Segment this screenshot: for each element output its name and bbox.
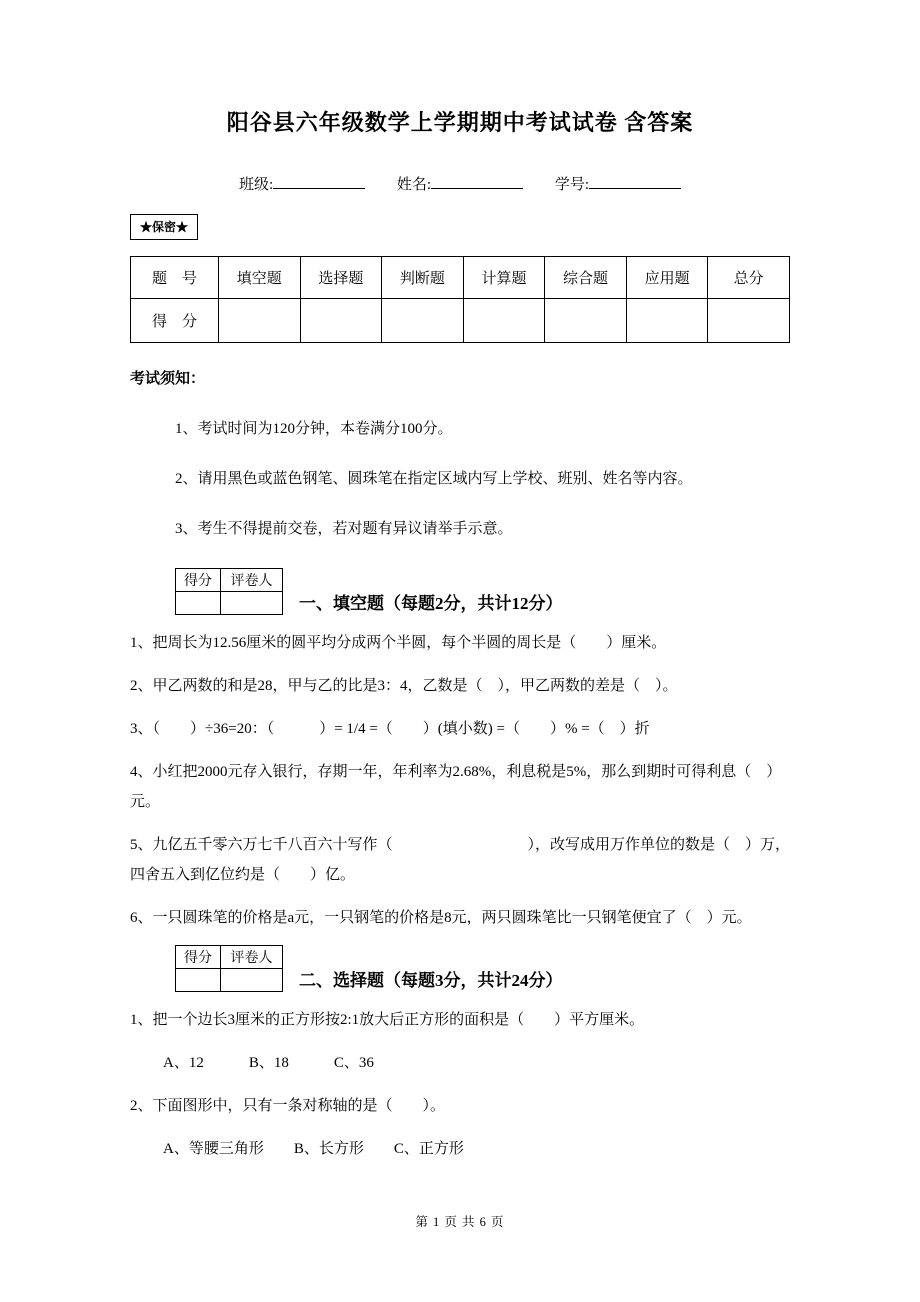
class-label: 班级:: [238, 177, 274, 193]
grader-header-row: [176, 946, 283, 969]
score-summary-table: [130, 256, 790, 343]
notice-title: 考试须知：: [130, 371, 206, 387]
section-2-heading: 二、选择题（每题3分，共计24分）: [299, 971, 563, 990]
column-header-total: 总分: [708, 257, 790, 299]
column-header-choice: 选择题: [300, 257, 382, 299]
grader-person-cell: [221, 969, 283, 992]
grader-person-header: 评卷人: [221, 946, 283, 969]
grader-table: [175, 568, 283, 615]
score-header-row: [131, 257, 790, 299]
notice-item-2: 2、请用黑色或蓝色钢笔、圆珠笔在指定区域内写上学校、班别、姓名等内容。: [175, 471, 693, 487]
notice-item-1: 1、考试时间为120分钟，本卷满分100分。: [175, 421, 453, 437]
notice-item-3: 3、考生不得提前交卷，若对题有异议请举手示意。: [175, 521, 513, 537]
grader-score-cell: [176, 969, 221, 992]
column-header-fill-in: 填空题: [219, 257, 301, 299]
score-cell-empty: [219, 299, 301, 343]
section-2-header-row: [175, 945, 790, 992]
score-cell-empty: [708, 299, 790, 343]
section-1-heading: 一、填空题（每题2分，共计12分）: [299, 594, 563, 613]
column-header-judge: 判断题: [382, 257, 464, 299]
column-header-applied: 应用题: [626, 257, 708, 299]
id-label: 学号:: [554, 177, 589, 193]
grader-person-header: 评卷人: [221, 569, 283, 592]
grader-table: [175, 945, 283, 992]
page-footer: 第 1 页 共 6 页: [415, 1215, 505, 1229]
section-2-questions: [130, 1005, 790, 1164]
grader-value-row: [176, 969, 283, 992]
page-title: 阳谷县六年级数学上学期期中考试试卷 含答案: [226, 110, 694, 135]
name-label: 姓名:: [396, 177, 432, 193]
column-header-comprehensive: 综合题: [545, 257, 627, 299]
column-header-calc: 计算题: [463, 257, 545, 299]
name-field: [397, 173, 523, 194]
score-cell-empty: [626, 299, 708, 343]
question-text: 2、甲乙两数的和是28，甲与乙的比是3：4，乙数是（ ），甲乙两数的差是（ ）。: [130, 678, 678, 694]
class-field: [239, 173, 365, 194]
student-info-line: [130, 173, 790, 194]
grader-score-header: 得分: [176, 569, 221, 592]
score-cell-empty: [545, 299, 627, 343]
question-text: 6、一只圆珠笔的价格是a元，一只钢笔的价格是8元，两只圆珠笔比一只钢笔便宜了（ ）元。: [130, 910, 752, 926]
question-text: 2、下面图形中，只有一条对称轴的是（ ）。: [130, 1098, 446, 1114]
question-text: 3、（ ）÷36=20：（ ）= 1/4 =（ ）(填小数) =（ ）% =（ ）折: [130, 721, 650, 737]
question-text: 4、小红把2000元存入银行，存期一年，年利率为2.68%，利息税是5%，那么到期时可得利息（ ）元。: [130, 764, 782, 810]
grader-value-row: [176, 592, 283, 615]
score-value-row: [131, 299, 790, 343]
id-field: [555, 173, 681, 194]
secrecy-badge: ★保密★: [130, 214, 198, 240]
section-1-questions: [130, 628, 790, 933]
id-blank-line: [589, 174, 681, 189]
question-text: 1、把一个边长3厘米的正方形按2:1放大后正方形的面积是（ ）平方厘米。: [130, 1012, 645, 1028]
question-number-header: 题 号: [131, 257, 219, 299]
question-options: A、等腰三角形 B、长方形 C、正方形: [163, 1141, 464, 1157]
question-options: A、12 B、18 C、36: [163, 1055, 374, 1071]
grader-score-header: 得分: [176, 946, 221, 969]
score-row-label: 得 分: [131, 299, 219, 343]
grader-header-row: [176, 569, 283, 592]
score-cell-empty: [382, 299, 464, 343]
score-cell-empty: [300, 299, 382, 343]
score-cell-empty: [463, 299, 545, 343]
grader-person-cell: [221, 592, 283, 615]
section-1-header-row: [175, 568, 790, 615]
grader-score-cell: [176, 592, 221, 615]
question-text: 5、九亿五千零六万七千八百六十写作（ ），改写成用万作单位的数是（ ）万，四舍五入到亿位约是（ ）亿。: [130, 837, 791, 883]
class-blank-line: [273, 174, 365, 189]
name-blank-line: [431, 174, 523, 189]
question-text: 1、把周长为12.56厘米的圆平均分成两个半圆，每个半圆的周长是（ ）厘米。: [130, 635, 667, 651]
